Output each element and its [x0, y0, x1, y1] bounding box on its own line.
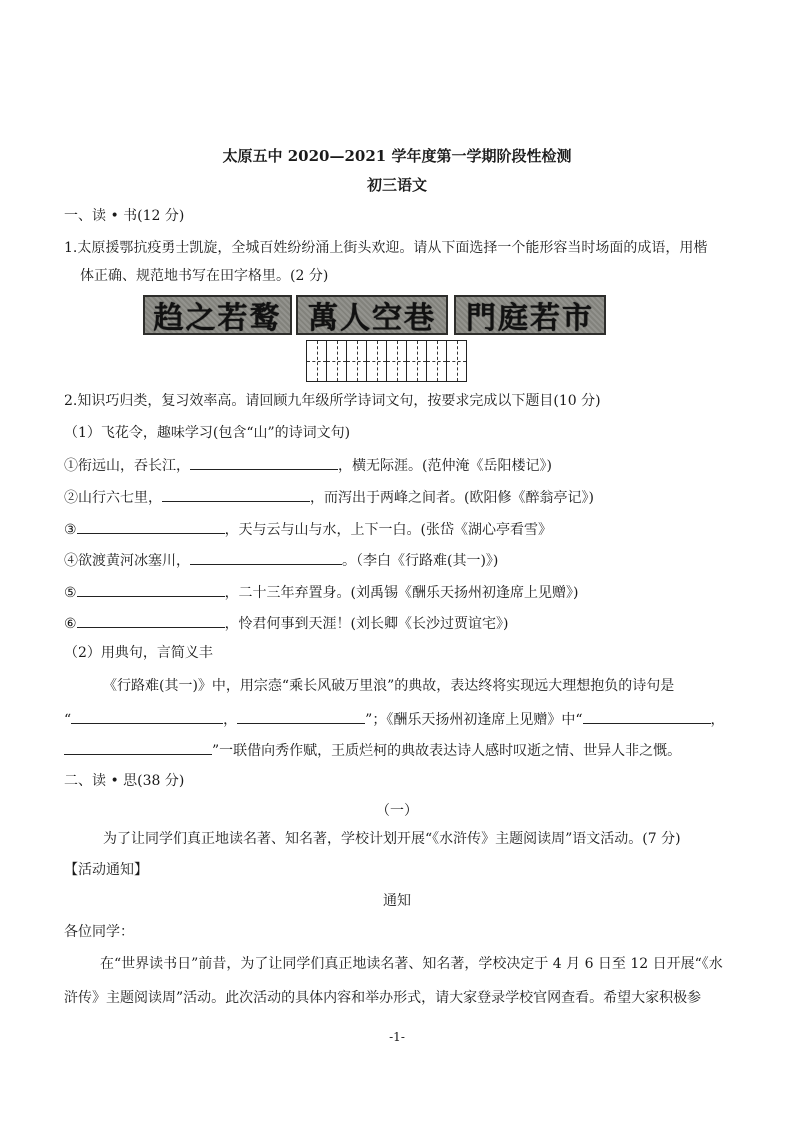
- answer-blank[interactable]: [77, 581, 225, 597]
- notice-body-line-1: 在“世界读书日”前昔，为了让同学们真正地读名著、知名著，学校决定于 4 月 6 日至 12 日开展“《水: [100, 956, 723, 972]
- answer-blank[interactable]: [190, 454, 338, 470]
- grid-cell[interactable]: [327, 340, 347, 382]
- answer-blank[interactable]: [190, 549, 342, 565]
- grid-cell[interactable]: [387, 340, 407, 382]
- calligraphy-option-1: 趋之若鹜: [143, 295, 292, 335]
- question-2-line: 2.知识巧归类，复习效率高。请回顾九年级所学诗词文句，按要求完成以下题目(10 分): [64, 393, 601, 409]
- notice-tag: 【活动通知】: [64, 862, 148, 878]
- part-1-heading: （1）飞花令，趣味学习(包含“山”的诗词文句): [64, 425, 351, 441]
- exam-title: 太原五中 2020—2021 学年度第一学期阶段性检测: [222, 147, 572, 165]
- tianzige-writing-grid[interactable]: [306, 340, 467, 382]
- page-number: -1-: [389, 1030, 405, 1044]
- fill-item-5: ⑤ ，二十三年弃置身。(刘禹锡《酬乐天扬州初逢席上见赠》): [64, 581, 579, 603]
- answer-blank[interactable]: [71, 708, 223, 724]
- section-2-intro: 为了让同学们真正地读名著、知名著，学校计划开展“《水浒传》主题阅读周”语文活动。(7 分): [103, 831, 681, 847]
- answer-blank[interactable]: [583, 708, 711, 724]
- fill-item-2: ②山行六七里， ，而泻出于两峰之间者。(欧阳修《醉翁亭记》): [64, 486, 594, 508]
- notice-greeting: 各位同学：: [64, 924, 134, 940]
- notice-title: 通知: [383, 893, 411, 909]
- answer-blank[interactable]: [64, 739, 212, 755]
- answer-blank[interactable]: [162, 486, 310, 502]
- fill-item-4: ④欲渡黄河冰塞川， 。（李白《行路难(其一)》): [64, 549, 498, 571]
- part-2-line-3: ”一联借向秀作赋，王质烂柯的典故表达诗人感时叹逝之情、世异人非之慨。: [64, 739, 681, 761]
- answer-blank[interactable]: [237, 708, 365, 724]
- grid-cell[interactable]: [407, 340, 427, 382]
- exam-subject: 初三语文: [366, 176, 427, 194]
- part-2-line-1: 《行路难(其一)》中，用宗悫“乘长风破万里浪”的典故，表达终将实现远大理想抱负的诗句是: [103, 678, 675, 694]
- section-1-heading: 一、读 • 书(12 分): [64, 208, 185, 224]
- fill-item-6: ⑥ ，怜君何事到天涯！(刘长卿《长沙过贾谊宅》): [64, 612, 509, 634]
- fill-item-1: ①衔远山，吞长江， ，横无际涯。(范仲淹《岳阳楼记》): [64, 454, 552, 476]
- calligraphy-option-2: 萬人空巷: [296, 295, 448, 335]
- grid-cell[interactable]: [427, 340, 447, 382]
- question-1-line-2: 体正确、规范地书写在田字格里。(2 分): [80, 268, 329, 284]
- grid-cell[interactable]: [347, 340, 367, 382]
- section-2-heading: 二、读 • 思(38 分): [64, 773, 185, 789]
- part-2-line-2: “ ， ”；《酬乐天扬州初逢席上见赠》中“ ，: [64, 708, 725, 730]
- question-1-line-1: 1.太原援鄂抗疫勇士凯旋，全城百姓纷纷涌上街头欢迎。请从下面选择一个能形容当时场面的成语，用楷: [64, 240, 708, 256]
- grid-cell[interactable]: [367, 340, 387, 382]
- notice-body-line-2: 浒传》主题阅读周”活动。此次活动的具体内容和举办形式，请大家登录学校官网查看。希望大家积极参: [64, 990, 702, 1006]
- reading-part-number: （一）: [376, 803, 418, 819]
- calligraphy-option-3: 門庭若市: [454, 295, 606, 335]
- part-2-heading: （2）用典句，言简义丰: [64, 645, 213, 661]
- answer-blank[interactable]: [77, 612, 225, 628]
- answer-blank[interactable]: [77, 518, 225, 534]
- grid-cell[interactable]: [307, 340, 327, 382]
- fill-item-3: ③ ，天与云与山与水，上下一白。(张岱《湖心亭看雪》: [64, 518, 552, 540]
- grid-cell[interactable]: [447, 340, 467, 382]
